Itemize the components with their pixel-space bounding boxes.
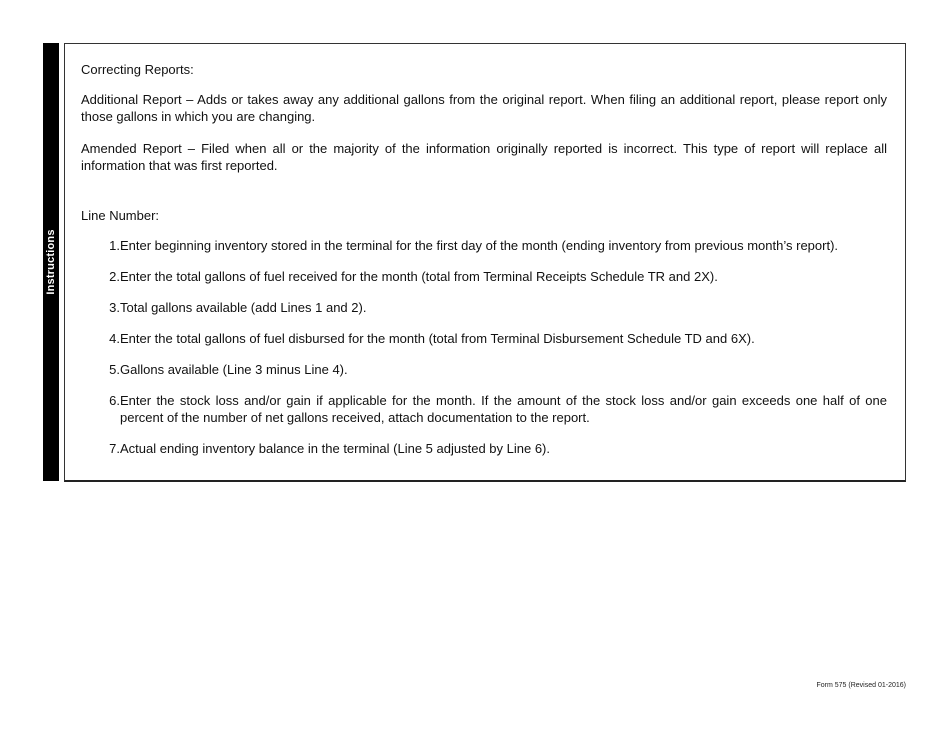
list-item [81,268,887,285]
instructions-side-tab [43,43,59,481]
list-item-text: Gallons available (Line 3 minus Line 4). [120,362,348,377]
list-item-number: 1. [109,238,120,253]
list-item-text: Enter the stock loss and/or gain if applicable for the month. If the amount of the stock loss and/or gain exceeds one half of one percent of the number of net gallons received, attach documentation to the report. [120,393,887,425]
list-item-text: Enter beginning inventory stored in the terminal for the first day of the month (ending inventory from previous month’s report). [120,238,839,253]
list-item-number: 4. [109,331,120,346]
correcting-reports-heading: Correcting Reports: [81,62,194,77]
list-item-text: Enter the total gallons of fuel disbursed for the month (total from Terminal Disbursement Schedule TD and 6X). [120,331,755,346]
list-item-number: 7. [109,441,120,456]
list-item-number: 5. [109,362,120,377]
additional-report-paragraph: Additional Report – Adds or takes away any additional gallons from the original report. When filing an additional report, please report only those gallons in which you are changing. [81,92,887,124]
list-item-number: 3. [109,300,120,315]
list-item-text: Actual ending inventory balance in the terminal (Line 5 adjusted by Line 6). [120,441,550,456]
list-item [81,361,887,378]
amended-report-paragraph: Amended Report – Filed when all or the majority of the information originally reported is incorrect. This type of report will replace all information that was first reported. [81,141,887,173]
list-item [81,392,887,426]
list-item [81,237,887,254]
instructions-body [81,61,887,471]
list-item-number: 2. [109,269,120,284]
list-item-number: 6. [109,393,120,408]
list-item [81,440,887,457]
list-item [81,299,887,316]
side-tab-label: Instructions [45,229,57,295]
form-footer-id: Form 575 (Revised 01-2016) [816,682,906,689]
list-item [81,330,887,347]
line-number-list [81,237,887,457]
line-number-heading: Line Number: [81,208,160,223]
list-item-text: Enter the total gallons of fuel received for the month (total from Terminal Receipts Schedule TR and 2X). [120,269,718,284]
instructions-content-box [64,43,906,482]
list-item-text: Total gallons available (add Lines 1 and 2). [120,300,367,315]
